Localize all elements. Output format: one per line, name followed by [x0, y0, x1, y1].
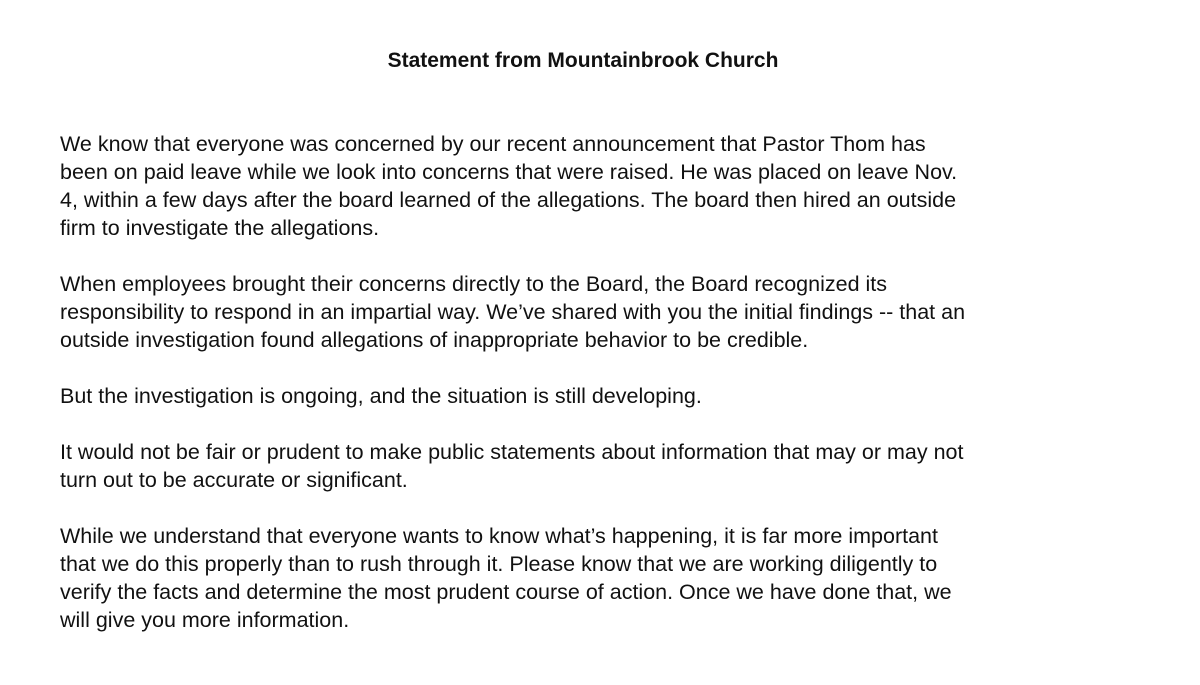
document-body — [60, 130, 1135, 662]
paragraph-line: that we do this properly than to rush through it. Please know that we are working diligently to — [60, 552, 938, 576]
paragraph-line: While we understand that everyone wants to know what’s happening, it is far more important — [60, 524, 938, 548]
paragraph-4 — [60, 438, 1135, 494]
paragraph-1 — [60, 130, 1135, 242]
document-title: Statement from Mountainbrook Church — [387, 49, 779, 72]
paragraph-2 — [60, 270, 1135, 354]
paragraph-line: But the investigation is ongoing, and the situation is still developing. — [60, 384, 702, 408]
paragraph-line: 4, within a few days after the board learned of the allegations. The board then hired an outside — [60, 188, 957, 212]
paragraph-line: firm to investigate the allegations. — [60, 216, 380, 240]
paragraph-line: been on paid leave while we look into concerns that were raised. He was placed on leave Nov. — [60, 160, 958, 184]
paragraph-line: verify the facts and determine the most prudent course of action. Once we have done that, we — [60, 580, 952, 604]
paragraph-line: will give you more information. — [60, 608, 350, 632]
paragraph-3 — [60, 382, 1135, 410]
paragraph-5 — [60, 522, 1135, 634]
paragraph-line: turn out to be accurate or significant. — [60, 468, 408, 492]
paragraph-line: We know that everyone was concerned by our recent announcement that Pastor Thom has — [60, 132, 926, 156]
paragraph-line: responsibility to respond in an impartial way. We’ve shared with you the initial findings -- that an — [60, 300, 966, 324]
paragraph-line: It would not be fair or prudent to make public statements about information that may or may not — [60, 440, 964, 464]
paragraph-line: outside investigation found allegations of inappropriate behavior to be credible. — [60, 328, 809, 352]
paragraph-line: When employees brought their concerns directly to the Board, the Board recognized its — [60, 272, 888, 296]
